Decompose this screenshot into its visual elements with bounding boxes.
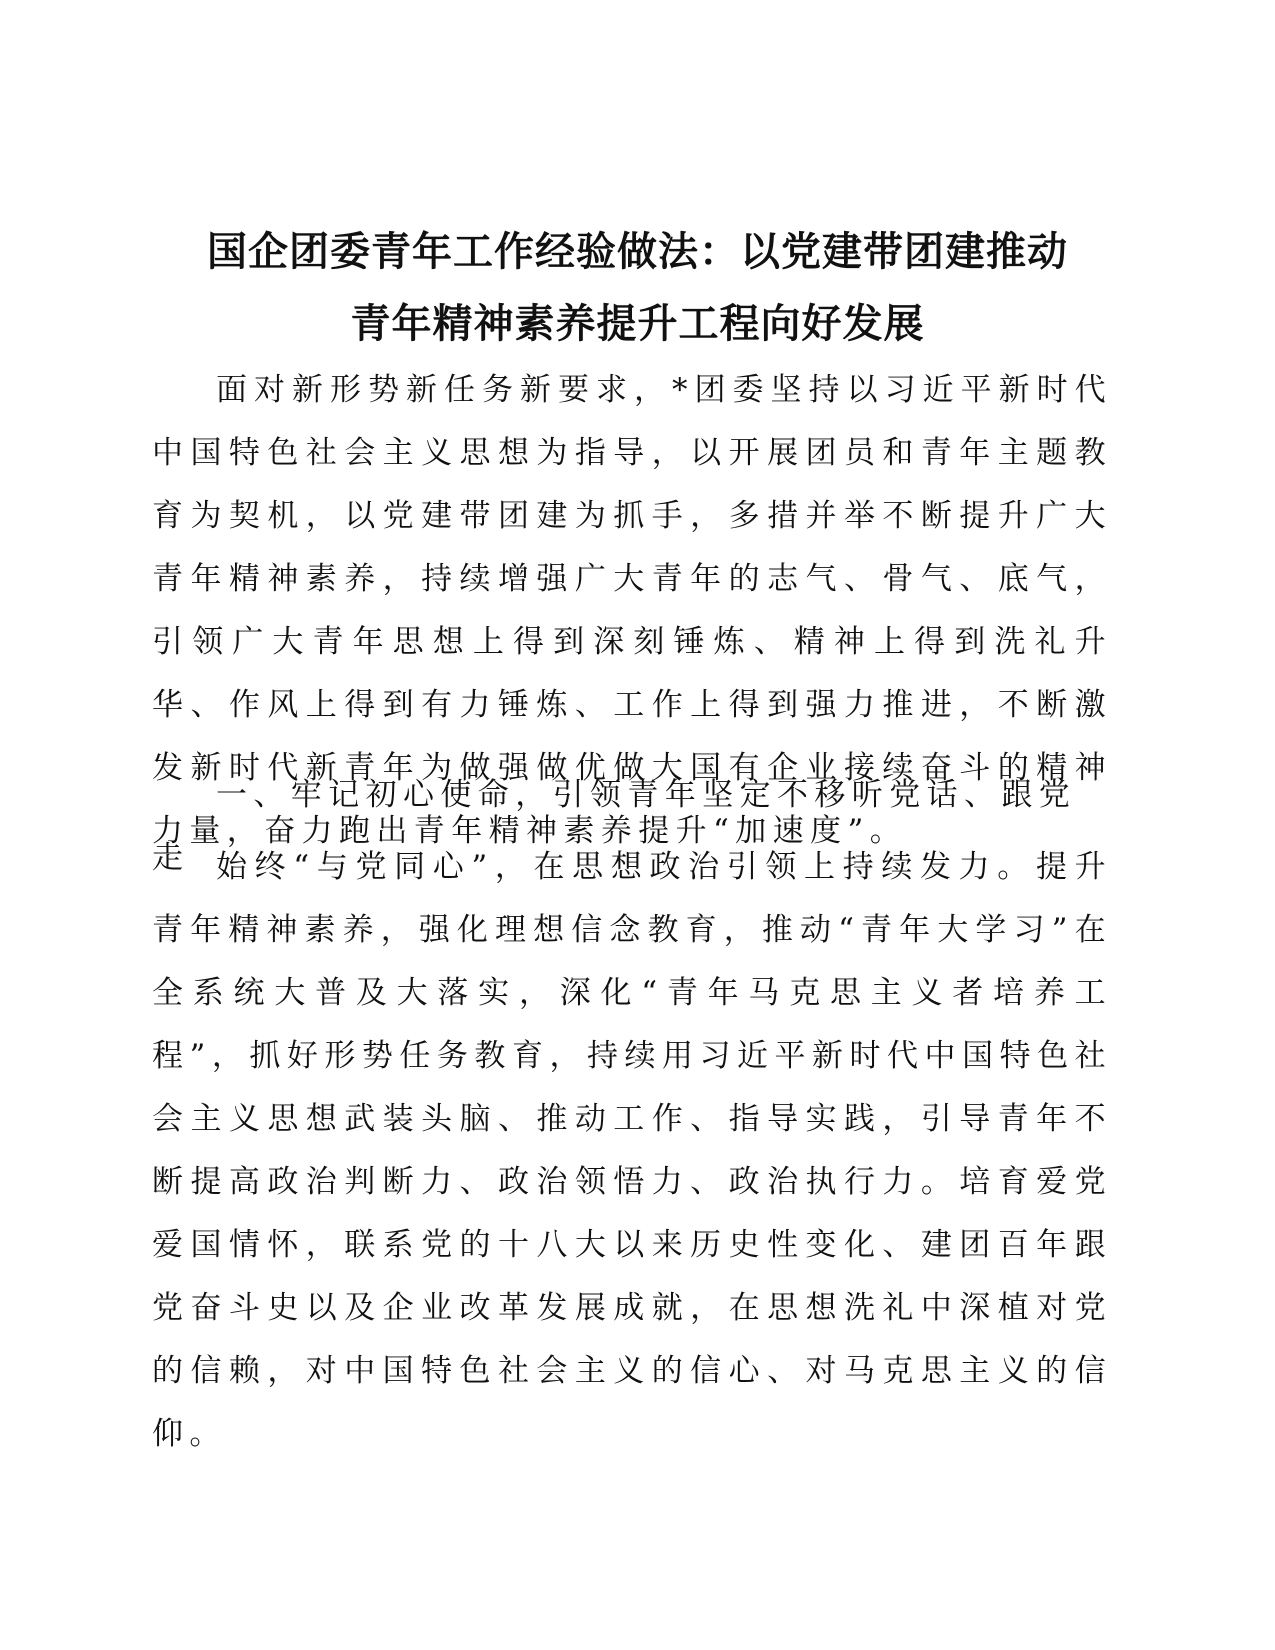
document-title-line-2: 青年精神素养提升工程向好发展 <box>350 301 925 347</box>
intro-paragraph: 面对新形势新任务新要求，*团委坚持以习近平新时代中国特色社会主义思想为指导，以开展团员和青年主题教育为契机，以党建带团建为抓手，多措并举不断提升广大青年精神素养，持续增强广大青年的志气、骨气、底气，引领广大青年思想上得到深刻锤炼、精神上得到洗礼升华、作风上得到有力锤炼、工作上得到强力推进，不断激发新时代新青年为做强做优做大国有企业接续奋斗的精神力量，奋力跑出青年精神素养提升“加速度”。 <box>152 372 1112 849</box>
document-title-line-1: 国企团委青年工作经验做法：以党建带团建推动 <box>207 229 1068 275</box>
section-1-heading: 一、牢记初心使命，引领青年坚定不移听党话、跟党走 <box>152 777 1077 876</box>
section-1-paragraph: 始终“与党同心”，在思想政治引领上持续发力。提升青年精神素养，强化理想信念教育，推动“青年大学习”在全系统大普及大落实，深化“青年马克思主义者培养工程”，抓好形势任务教育，持续用习近平新时代中国特色社会主义思想武装头脑、推动工作、指导实践，引导青年不断提高政治判断力、政治领悟力、政治执行力。培育爱党爱国情怀，联系党的十八大以来历史性变化、建团百年跟党奋斗史以及企业改革发展成就，在思想洗礼中深植对党的信赖，对中国特色社会主义的信心、对马克思主义的信仰。 <box>152 849 1112 1452</box>
